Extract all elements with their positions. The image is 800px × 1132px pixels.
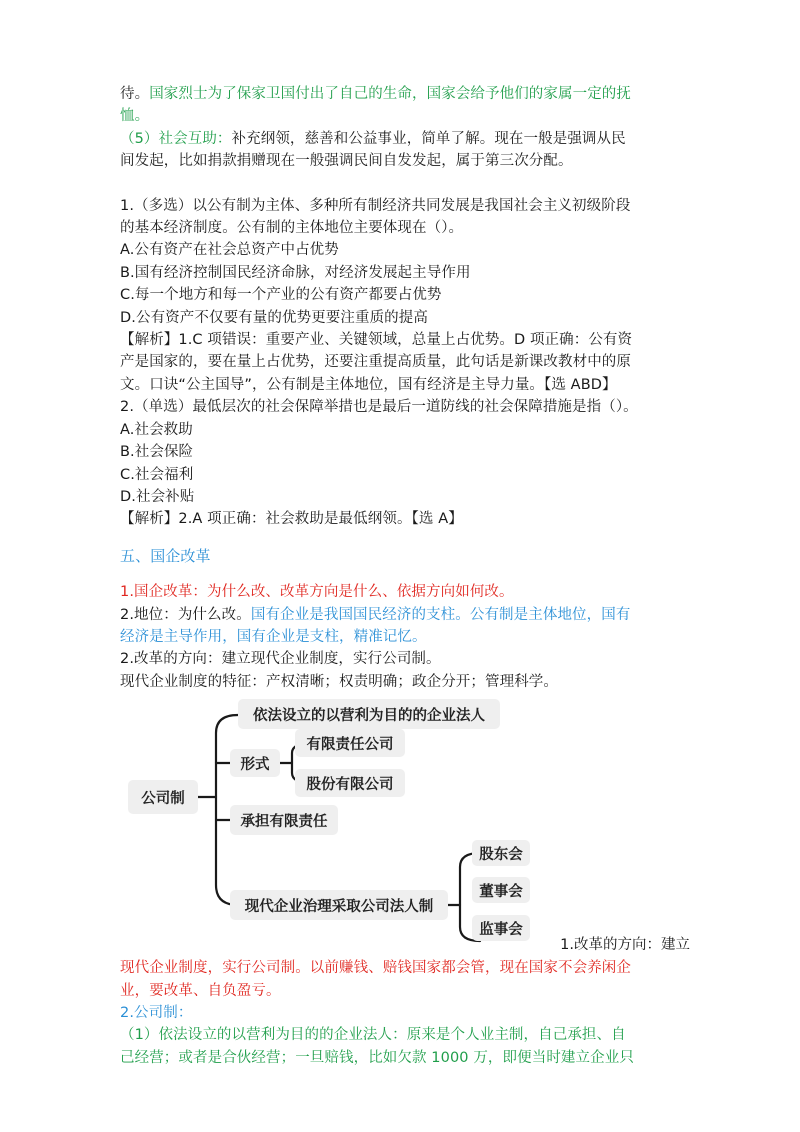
spacer: [120, 173, 690, 195]
reform-summary: 1.国企改革：为什么改、改革方向是什么、依据方向如何改。: [120, 584, 514, 601]
q1-explanation-3: 文。口诀“公主国导”，公有制是主体地位，国有经济是主导力量。【选 ABD】: [120, 376, 617, 393]
spacer: [120, 531, 690, 545]
node-llc: 有限责任公司: [295, 729, 405, 757]
node-shareholders: 股东会: [472, 840, 530, 866]
node-form: 形式: [230, 749, 280, 777]
q1-stem-2: 的基本经济制度。公有制的主体地位主要体现在（）。: [120, 220, 464, 237]
enterprise-features: 现代企业制度的特征：产权清晰；权责明确；政企分开；管理科学。: [120, 673, 558, 690]
reform-explanation-1: 现代企业制度，实行公司制。以前赚钱、赔钱国家都会管，现在国家不会养闲企: [120, 960, 631, 977]
text: 补充纲领，慈善和公益事业，简单了解。现在一般是强调从民: [231, 130, 626, 147]
node-legal-entity: 依法设立的以营利为目的的企业法人: [238, 699, 500, 729]
highlight-green: 国家烈士为了保家卫国付出了自己的生命，国家会给予他们的家属一定的抚: [149, 86, 631, 102]
q1-explanation-1: 【解析】1.C 项错误：重要产业、关键领域，总量上占优势。D 项正确：公有资: [120, 332, 633, 349]
q1-option-c: C.每一个地方和每一个产业的公有资产都要占优势: [120, 287, 442, 304]
q1-option-a: A.公有资产在社会总资产中占优势: [120, 242, 339, 259]
q2-option-a: A.社会救助: [120, 421, 193, 438]
node-board: 董事会: [472, 877, 530, 903]
node-joint-stock: 股份有限公司: [295, 769, 405, 797]
node-supervisors: 监事会: [472, 915, 530, 941]
q2-stem: 2.（单选）最低层次的社会保障举措也是最后一道防线的社会保障措施是指（）。: [120, 399, 638, 416]
q2-option-b: B.社会保险: [120, 444, 194, 461]
root-node: 公司制: [128, 780, 198, 814]
q2-option-d: D.社会补贴: [120, 488, 195, 505]
highlight-blue: 国有企业是我国国民经济的支柱。公有制是主体地位，国有: [250, 606, 631, 623]
intro-line-1: [120, 83, 690, 105]
node-corporate-governance: 现代企业治理采取公司法人制: [230, 890, 448, 920]
reform-explanation-2: 业，要改革、自负盈亏。: [120, 982, 281, 999]
company-note-2: 己经营；或者是合伙经营；一旦赔钱，比如欠款 1000 万，即便当时建立企业只: [120, 1049, 634, 1066]
status-line-2: 经济是主导作用，国有企业是支柱，精准记忆。: [120, 628, 427, 645]
status-line-1: [120, 604, 690, 626]
section-heading: 五、国企改革: [120, 546, 211, 565]
text: 2.地位：为什么改。: [120, 606, 251, 623]
intro-line-2: 恤。: [120, 108, 150, 125]
q1-option-d: D.公有资产不仅要有量的优势更要注重质的提高: [120, 309, 428, 326]
intro-line-3: [120, 128, 690, 150]
q1-explanation-2: 产是国家的，要在量上占优势，还要注重提高质量，此句话是新课改教材中的原: [120, 354, 631, 371]
company-note-1: （1）依法设立的以营利为目的的企业法人：原来是个人业主制，自己承担、自: [120, 1027, 626, 1044]
q1-stem-1: 1.（多选）以公有制为主体、多种所有制经济共同发展是我国社会主义初级阶段: [120, 197, 631, 214]
q2-explanation: 【解析】2.A 项正确：社会救助是最低纲领。【选 A】: [120, 511, 463, 528]
company-system-heading: 2.公司制：: [120, 1004, 193, 1021]
q2-option-c: C.社会福利: [120, 466, 194, 483]
node-limited-liability: 承担有限责任: [230, 805, 338, 835]
reform-direction: 2.改革的方向：建立现代企业制度，实行公司制。: [120, 651, 441, 668]
spacer: [120, 567, 690, 581]
q1-option-b: B.国有经济控制国民经济命脉，对经济发展起主导作用: [120, 264, 471, 281]
direction-line-start: 1.改革的方向：建立: [560, 937, 690, 954]
intro-line-4: 间发起，比如捐款捐赠现在一般强调民间自发发起，属于第三次分配。: [120, 153, 573, 170]
document-page: [120, 83, 690, 1069]
highlight-green: （5）社会互助：: [120, 130, 232, 147]
company-system-mindmap: [120, 695, 690, 957]
text: 待。: [120, 86, 150, 102]
